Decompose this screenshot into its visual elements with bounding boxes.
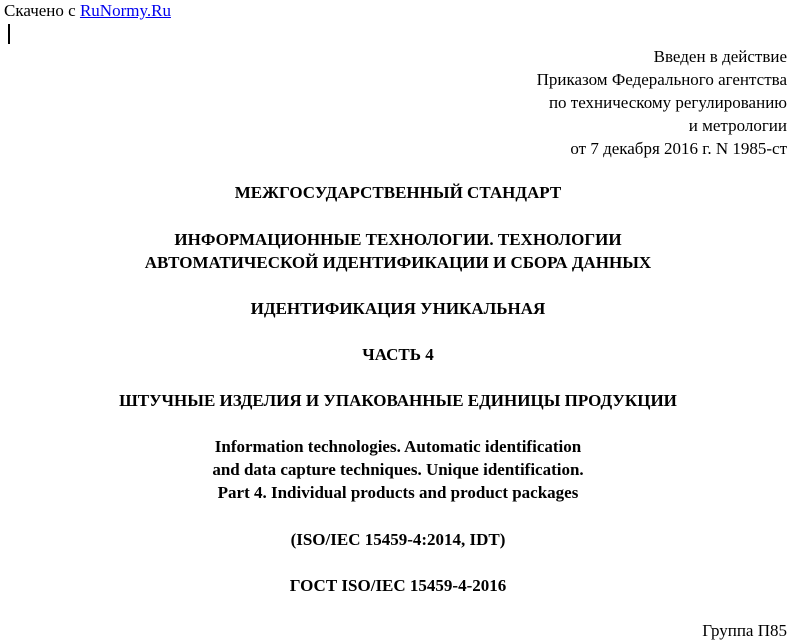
- standard-title: [0, 228, 790, 274]
- approval-block: [537, 45, 787, 160]
- source-prefix: Скачено с: [4, 1, 80, 20]
- approval-line: Приказом Федерального агентства: [536, 70, 787, 89]
- english-title-line: and data capture techniques. Unique identification.: [212, 460, 584, 479]
- standard-part-title: ШТУЧНЫЕ ИЗДЕЛИЯ И УПАКОВАННЫЕ ЕДИНИЦЫ ПРОДУКЦИИ: [119, 391, 677, 410]
- text-cursor: [8, 24, 10, 44]
- standard-part: ЧАСТЬ 4: [362, 345, 434, 364]
- english-title: [0, 435, 790, 504]
- english-title-line: Part 4. Individual products and product packages: [217, 483, 579, 502]
- standard-title-line: ИНФОРМАЦИОННЫЕ ТЕХНОЛОГИИ. ТЕХНОЛОГИИ: [174, 230, 622, 249]
- iso-reference: (ISO/IEC 15459-4:2014, IDT): [290, 530, 506, 549]
- runormy-link[interactable]: RuNormy.Ru: [79, 1, 171, 20]
- approval-line: Введен в действие: [653, 47, 787, 66]
- approval-line: по техническому регулированию: [548, 93, 787, 112]
- group-code: Группа П85: [702, 621, 787, 640]
- standard-title-line: АВТОМАТИЧЕСКОЙ ИДЕНТИФИКАЦИИ И СБОРА ДАННЫХ: [144, 253, 652, 272]
- source-line: [4, 1, 171, 21]
- standard-subtitle: ИДЕНТИФИКАЦИЯ УНИКАЛЬНАЯ: [250, 299, 546, 318]
- english-title-line: Information technologies. Automatic identification: [214, 437, 582, 456]
- standard-type: МЕЖГОСУДАРСТВЕННЫЙ СТАНДАРТ: [234, 183, 562, 202]
- approval-line: и метрологии: [688, 116, 787, 135]
- gost-number: ГОСТ ISO/IEC 15459-4-2016: [289, 576, 507, 595]
- approval-line: от 7 декабря 2016 г. N 1985-ст: [570, 139, 787, 158]
